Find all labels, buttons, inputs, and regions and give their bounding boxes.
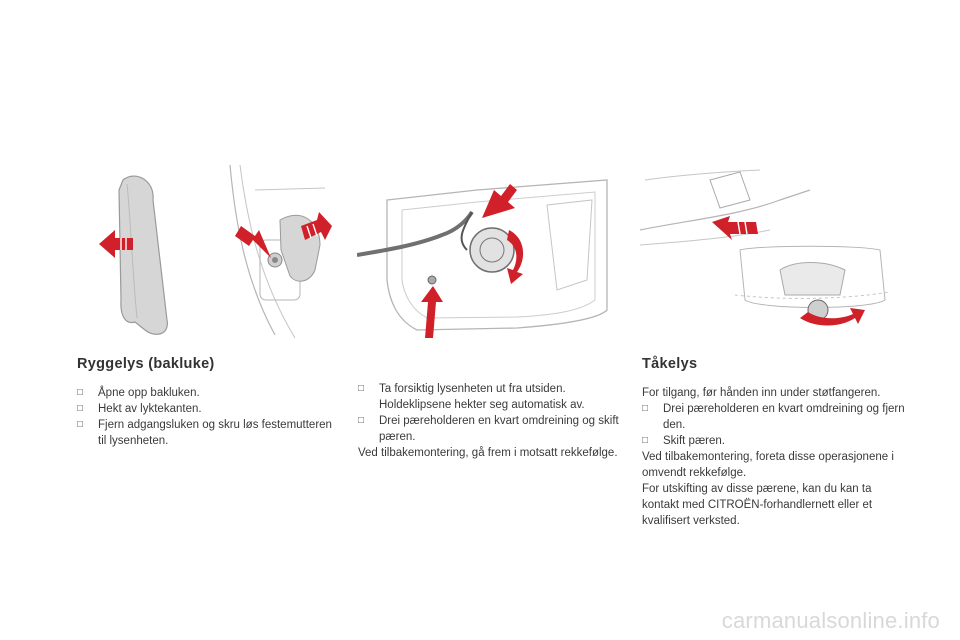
- section-fog-light: [642, 356, 907, 529]
- intro-text: For tilgang, før hånden inn under støtfangeren.: [642, 387, 881, 399]
- section-lamp-removal: [358, 381, 623, 461]
- list-item: □ Ta forsiktig lysenheten ut fra utsiden. Holdeklipsene hekter seg automatisk av.: [358, 383, 585, 411]
- list-item: □ Drei pæreholderen en kvart omdreining og skift pæren.: [358, 415, 619, 443]
- watermark: carmanualsonline.info: [721, 608, 940, 633]
- dealer-note: For utskifting av disse pærene, kan du kan ta kontakt med CITROËN-forhandlernett eller et kvalifisert verksted.: [642, 483, 873, 527]
- list-item: □ Drei pæreholderen en kvart omdreining og fjern den.: [642, 403, 905, 431]
- list-item: □ Åpne opp bakluken.: [77, 387, 200, 399]
- list-item: □ Hekt av lyktekanten.: [77, 403, 202, 415]
- checkbox-bullet-icon: □: [642, 403, 649, 414]
- checkbox-bullet-icon: □: [77, 419, 84, 430]
- list-item: □ Fjern adgangsluken og skru løs festemutteren til lysenheten.: [77, 419, 332, 447]
- checkbox-bullet-icon: □: [77, 403, 84, 414]
- illustration-fog-light: [640, 160, 902, 340]
- arrow-icon: [712, 216, 758, 240]
- step-list: [642, 401, 907, 449]
- checkbox-bullet-icon: □: [642, 435, 649, 446]
- illustration-lamp-unit: [357, 160, 617, 340]
- bulb-holder-shape: [470, 228, 514, 272]
- arrow-icon: [235, 226, 271, 258]
- reassembly-note: Ved tilbakemontering, foreta disse operasjonene i omvendt rekkefølge.: [642, 451, 894, 479]
- section-tail-light: [77, 356, 342, 449]
- step-list: [77, 385, 342, 449]
- section-title: Tåkelys: [642, 356, 698, 372]
- step-list: [358, 381, 623, 445]
- illustration-tailgate-light: [75, 160, 335, 340]
- reassembly-note: Ved tilbakemontering, gå frem i motsatt rekkefølge.: [358, 447, 618, 459]
- list-item: □ Skift pæren.: [642, 435, 725, 447]
- section-title: Ryggelys (bakluke): [77, 356, 215, 372]
- checkbox-bullet-icon: □: [358, 415, 365, 426]
- arrow-icon: [301, 212, 332, 240]
- lamp-cover-shape: [119, 176, 167, 334]
- checkbox-bullet-icon: □: [77, 387, 84, 398]
- checkbox-bullet-icon: □: [358, 383, 365, 394]
